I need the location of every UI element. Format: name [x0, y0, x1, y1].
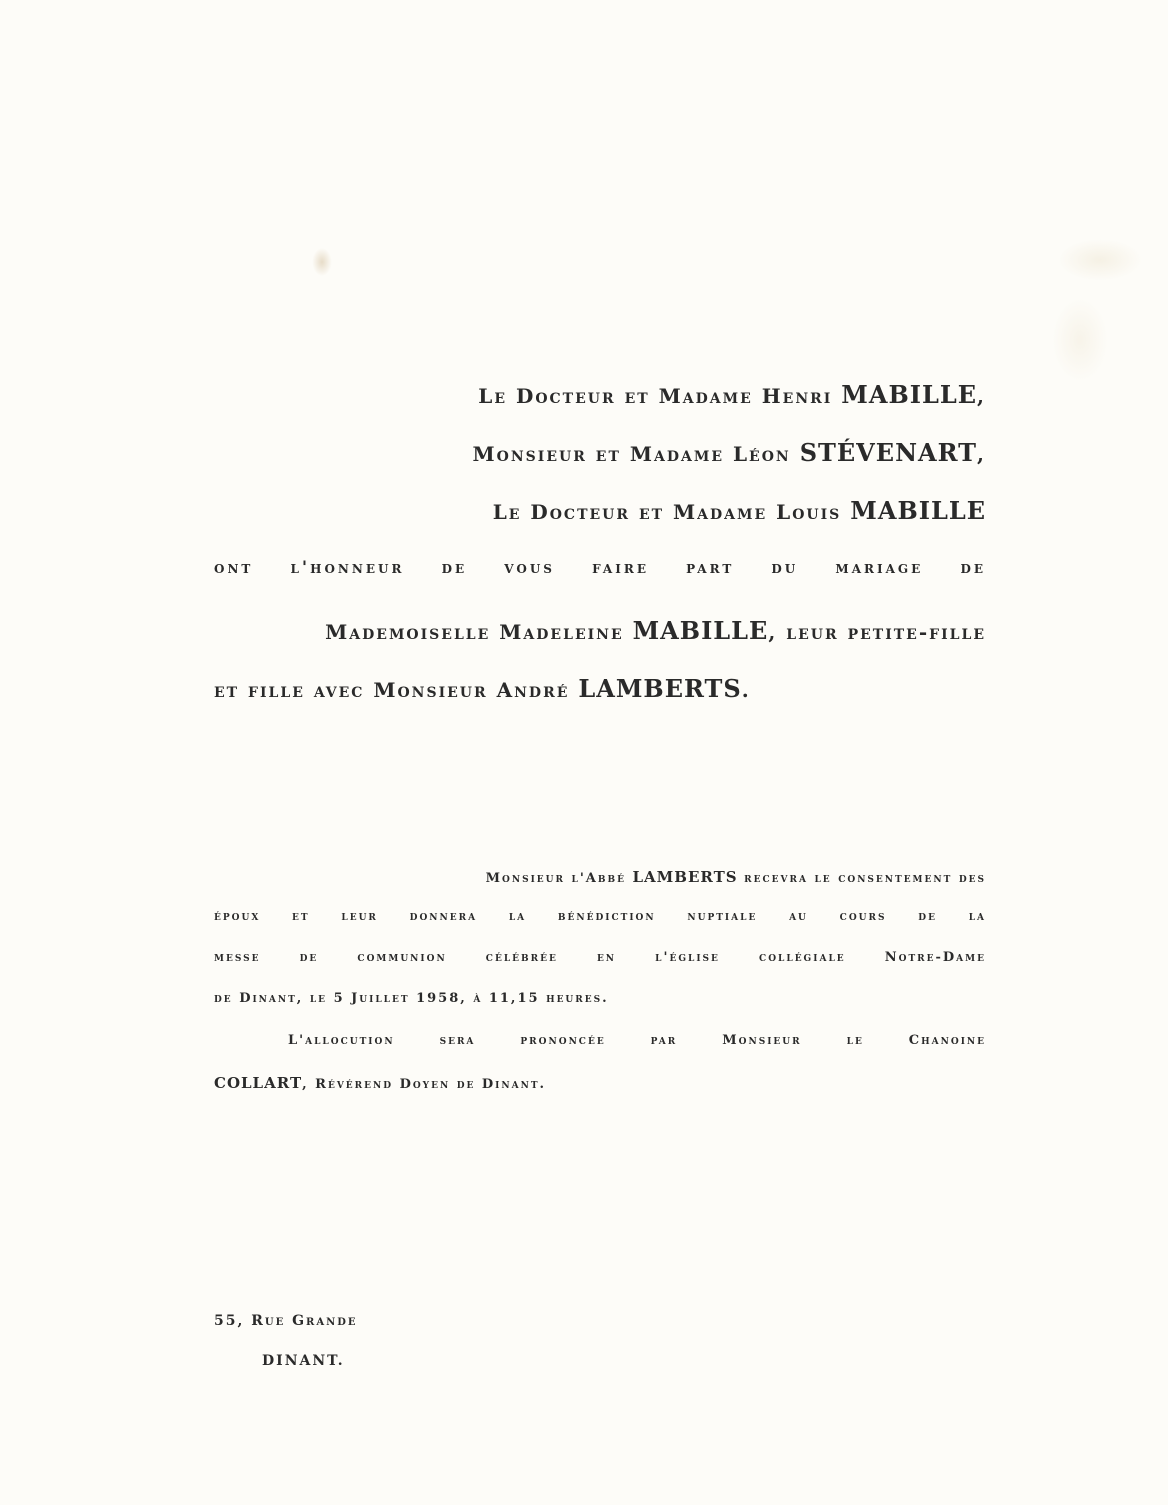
ceremony-text-2: époux et leur donnera la bénédiction nuptiale au cours de la — [214, 909, 986, 924]
announcement-text-1: ont l'honneur de vous faire part du mariage de — [214, 558, 986, 578]
ceremony-text-3: messe de communion célébrée en l'église collégiale Notre-Dame — [214, 950, 986, 965]
parent-2-prefix: Monsieur et Madame Léon — [472, 442, 791, 466]
ceremony-prefix: Monsieur l'Abbé — [485, 871, 626, 886]
bride-prefix: Mademoiselle Madeleine — [325, 620, 624, 644]
announcement-line-1 — [214, 558, 986, 578]
bride-suffix: , leur petite-fille — [768, 620, 986, 644]
allocution-surname: COLLART — [214, 1074, 303, 1092]
parent-line-1 — [374, 380, 986, 409]
parent-1-suffix: , — [977, 384, 986, 408]
announcement-line-3 — [214, 674, 751, 703]
ceremony-surname: LAMBERTS — [632, 868, 738, 886]
ceremony-line-4 — [214, 991, 609, 1006]
groom-prefix: et fille avec Monsieur André — [214, 678, 570, 702]
ceremony-line-2 — [214, 909, 986, 924]
parent-2-suffix: , — [977, 442, 986, 466]
allocution-suffix: , Révérend Doyen de Dinant. — [302, 1077, 547, 1092]
parent-line-2 — [374, 438, 986, 467]
bride-surname: MABILLE — [632, 616, 769, 645]
parent-1-prefix: Le Docteur et Madame Henri — [478, 384, 833, 408]
address-street-text: 55, Rue Grande — [214, 1313, 358, 1329]
parent-3-prefix: Le Docteur et Madame Louis — [492, 500, 842, 524]
ceremony-text-4: de Dinant, le 5 Juillet 1958, à 11,15 heures. — [214, 991, 609, 1006]
parent-2-surname: STÉVENART — [799, 438, 978, 467]
allocution-line-1 — [288, 1033, 986, 1048]
address-street — [214, 1313, 358, 1329]
parent-3-surname: MABILLE — [850, 496, 986, 525]
ceremony-suffix: recevra le consentement des — [744, 871, 986, 886]
allocution-line-2 — [214, 1074, 546, 1092]
groom-surname: LAMBERTS — [578, 674, 742, 703]
parent-1-surname: MABILLE — [841, 380, 978, 409]
ceremony-line-3 — [214, 950, 986, 965]
parent-line-3 — [374, 496, 986, 525]
address-city — [262, 1353, 345, 1369]
address-city-text: DINANT. — [262, 1353, 345, 1369]
ceremony-line-1 — [288, 868, 986, 886]
allocution-text-1: L'allocution sera prononcée par Monsieur le Chanoine — [288, 1033, 986, 1048]
announcement-line-2 — [214, 616, 986, 645]
groom-suffix: . — [741, 678, 751, 702]
